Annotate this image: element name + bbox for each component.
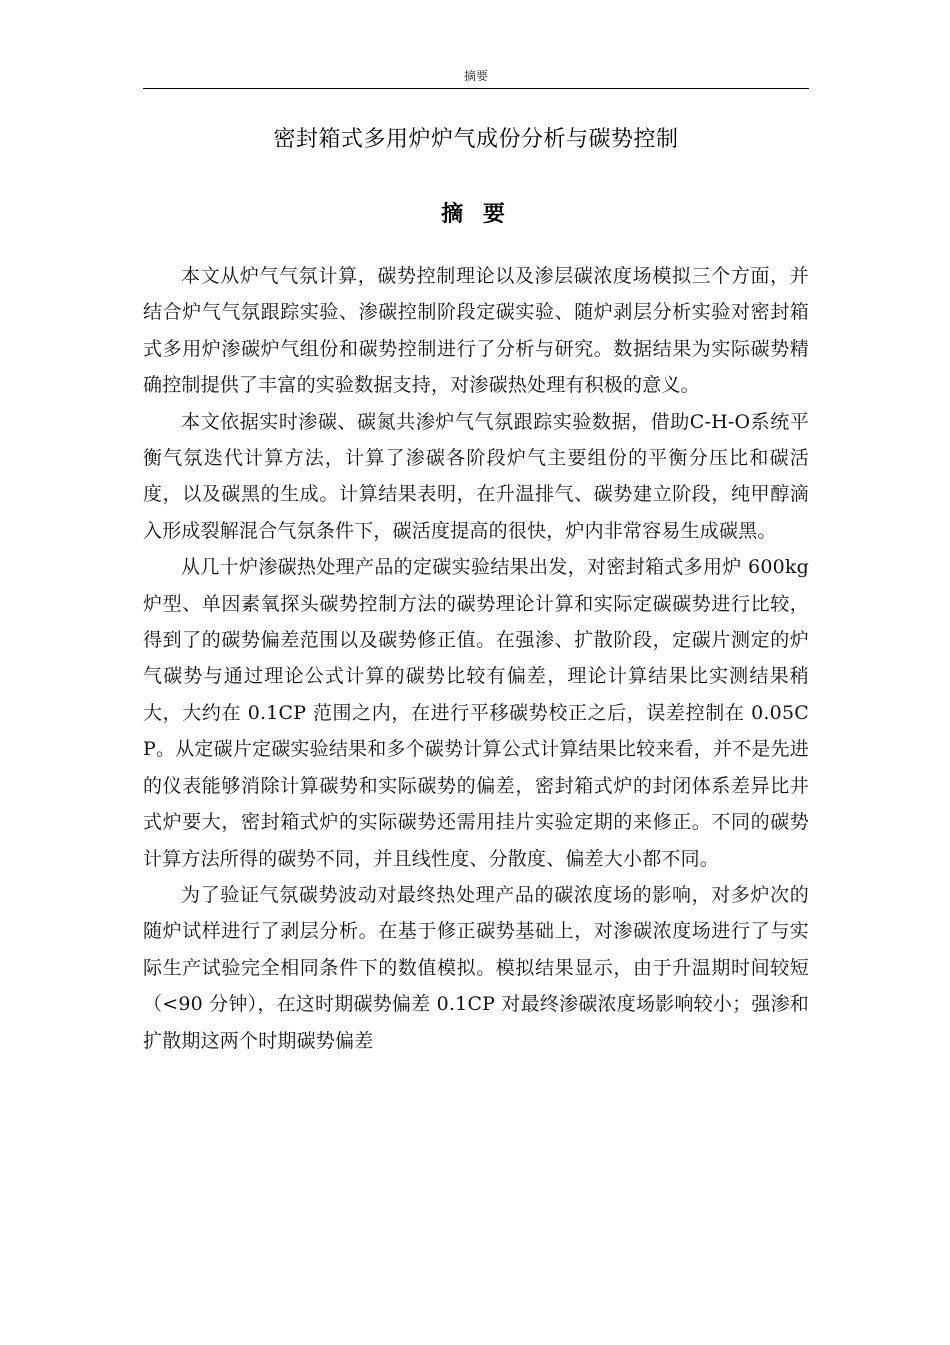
abstract-paragraph: 本文从炉气气氛计算，碳势控制理论以及渗层碳浓度场模拟三个方面，并结合炉气气氛跟踪实验、渗碳控制阶段定碳实验、随炉剥层分析实验对密封箱式多用炉渗碳炉气组份和碳势控制进行了分析与研究。数据结果为实际碳势精确控制提供了丰富的实验数据支持，对渗碳热处理有积极的意义。 xyxy=(143,265,809,397)
abstract-paragraph: 本文依据实时渗碳、碳氮共渗炉气气氛跟踪实验数据，借助C-H-O系统平衡气氛迭代计算方法，计算了渗碳各阶段炉气主要组份的平衡分压比和碳活度，以及碳黑的生成。计算结果表明，在升温排气、碳势建立阶段，纯甲醇滴入形成裂解混合气氛条件下，碳活度提高的很快，炉内非常容易生成碳黑。 xyxy=(143,410,809,542)
abstract-body xyxy=(143,258,809,1059)
abstract-paragraph: 为了验证气氛碳势波动对最终热处理产品的碳浓度场的影响，对多炉次的随炉试样进行了剥层分析。在基于修正碳势基础上，对渗碳浓度场进行了与实际生产试验完全相同条件下的数值模拟。模拟结果显示，由于升温期时间较短（<90 分钟），在这时期碳势偏差 0.1CP 对最终渗碳浓度场影响较小；强渗和扩散期这两个时期碳势偏差 xyxy=(143,883,809,1052)
document-title: 密封箱式多用炉炉气成份分析与碳势控制 xyxy=(273,127,679,152)
running-header: 摘要 xyxy=(463,69,488,83)
abstract-heading: 摘 要 xyxy=(441,202,511,227)
header-divider xyxy=(143,88,809,89)
abstract-paragraph: 从几十炉渗碳热处理产品的定碳实验结果出发，对密封箱式多用炉 600kg 炉型、单因素氧探头碳势控制方法的碳势理论计算和实际定碳碳势进行比较，得到了的碳势偏差范围以及碳势修正值。在强渗、扩散阶段，定碳片测定的炉气碳势与通过理论公式计算的碳势比较有偏差，理论计算结果比实测结果稍大，大约在 0.1CP 范围之内，在进行平移碳势校正之后，误差控制在 0.05CP。从定碳片定碳实验结果和多个碳势计算公式计算结果比较来看，并不是先进的仪表能够消除计算碳势和实际碳势的偏差，密封箱式炉的封闭体系差异比井式炉要大，密封箱式炉的实际碳势还需用挂片实验定期的来修正。不同的碳势计算方法所得的碳势不同，并且线性度、分散度、偏差大小都不同。 xyxy=(143,556,809,870)
